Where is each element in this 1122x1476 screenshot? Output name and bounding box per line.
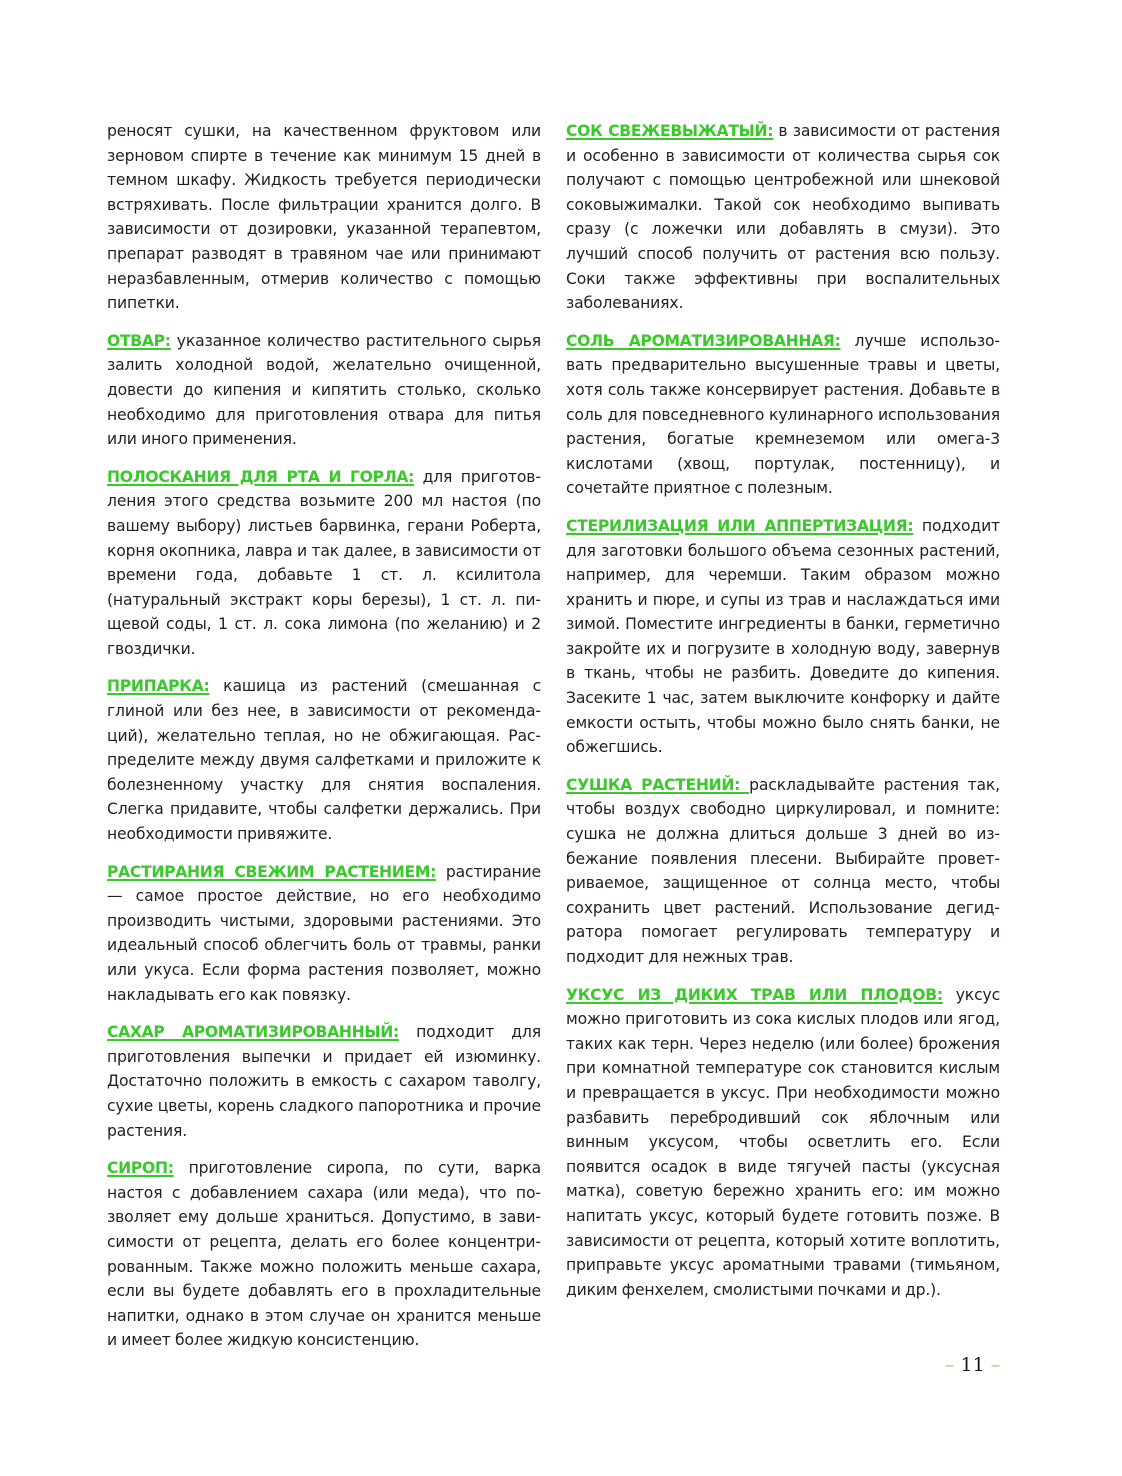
page-number-dash-right: –	[984, 1354, 1001, 1376]
left-column	[107, 119, 541, 1366]
entry-text: раскладывайте растения так, чтобы воздух свободно циркулировал, и помните: сушка не должна длиться дольше 3 дней во избежание появления плесени. Выбирайте проветриваемое, защищенное от солнца место, чтобы сохранить цвет растений. Использование дегидратора помогает регулировать температуру и подходит для нежных трав.	[566, 775, 1000, 966]
entry-text: подходит для заготовки большого объема сезонных растений, например, для черемши. Таким образом можно хранить и пюре, и супы из трав и наслаждаться ими зимой. Поместите ингредиенты в банки, герметично закройте их и погрузите в холодную воду, завернув в ткань, чтобы не разбить. Доведите до кипения. Засеките 1 час, затем выключите конфорку и дайте емкости остыть, чтобы можно было снять банки, не обжегшись.	[566, 516, 1000, 757]
entry-text: лучше использовать предварительно высушенные травы и цветы, хотя соль также консервирует растения. Добавьте в соль для повседневного кулинарного использования растения, богатые кремнеземом или омега-3 кислотами (хвощ, портулак, постенницу), и сочетайте приятное с полезным.	[566, 331, 1000, 498]
page-number	[945, 1354, 1000, 1376]
entry-term: СУШКА РАСТЕНИЙ:	[566, 775, 750, 794]
entry-term: УКСУС ИЗ ДИКИХ ТРАВ ИЛИ ПЛОДОВ:	[566, 985, 943, 1004]
entry-rastiraniya	[107, 860, 541, 1008]
entry-text: указанное количество растительного сырья залить холодной водой, желательно очищенной, довести до кипения и кипятить столько, сколько необходимо для приготовления отвара для питья или иного применения.	[107, 331, 541, 449]
entry-sirop	[107, 1156, 541, 1353]
entry-term: ОТВАР:	[107, 331, 171, 350]
entry-text: в зависимости от растения и особенно в зависимости от количества сырья сок получают с помощью центробежной или шнековой соковыжималки. Такой сок необходимо выпивать сразу (с ложечки или добавлять в смузи). Это лучший способ получить от растения всю пользу. Соки также эффективны при воспалительных заболеваниях.	[566, 122, 1000, 313]
entry-sterilizaciya	[566, 514, 1000, 760]
entry-term: СТЕРИЛИЗАЦИЯ ИЛИ АППЕРТИЗАЦИЯ:	[566, 516, 914, 535]
entry-text: подходит для приготовления выпечки и придает ей изюминку. Достаточно положить в емкость с сахаром таволгу, сухие цветы, корень сладкого папоротника и прочие растения.	[107, 1023, 541, 1140]
entry-otvar	[107, 329, 541, 452]
entry-text: реносят сушки, на качественном фруктовом или зерновом спирте в течение как минимум 15 дней в темном шкафу. Жидкость требуется периодически встряхивать. После фильтрации хранится долго. В зависимости от дозировки, указанной терапевтом, препарат разводят в травяном чае или принимают неразбавленным, отмерив количество с помощью пипетки.	[107, 122, 541, 313]
entry-term: ПОЛОСКАНИЯ ДЛЯ РТА И ГОРЛА:	[107, 467, 415, 486]
entry-text: растирание — самое простое действие, но его необходимо производить чистыми, здоровыми растениями. Это идеальный способ облегчить боль от травмы, ранки или укуса. Если форма растения позволяет, можно накладывать его как повязку.	[107, 862, 541, 1004]
entry-term: СОЛЬ АРОМАТИЗИРОВАННАЯ:	[566, 331, 841, 350]
page-number-value: 11	[960, 1354, 985, 1376]
entry-text: для приготовления этого средства возьмите 200 мл настоя (по вашему выбору) листьев барвинка, герани Роберта, корня окопника, лавра и так далее, в зависимости от времени года, добавьте 1 ст. л. ксилитола (натуральный экстракт коры березы), 1 ст. л. пищевой соды, 1 ст. л. сока лимона (по желанию) и 2 гвоздички.	[107, 467, 541, 658]
entry-term: СОК СВЕЖЕВЫЖАТЫЙ:	[566, 122, 774, 140]
entry-term: ПРИПАРКА:	[107, 677, 210, 696]
entry-sahar	[107, 1020, 541, 1143]
entry-uksus	[566, 983, 1000, 1303]
page-number-dash-left: –	[945, 1354, 961, 1376]
entry-poloskaniya	[107, 465, 541, 662]
entry-sushka	[566, 773, 1000, 970]
entry-text: кашица из растений (смешанная с глиной или без нее, в зависимости от рекомендаций), желательно теплая, но не обжигающая. Распределите между двумя салфетками и приложите к болезненному участку для снятия воспаления. Слегка придавите, чтобы салфетки держались. При необходимости привяжите.	[107, 677, 541, 844]
entry-priparka	[107, 674, 541, 846]
right-column	[566, 119, 1000, 1315]
entry-sok	[566, 119, 1000, 316]
entry-text: приготовление сиропа, по сути, варка настоя с добавлением сахара (или меда), что позволяет ему дольше храниться. Допустимо, в зависимости от рецепта, делать его более концентрированным. Также можно положить меньше сахара, если вы будете добавлять его в прохладительные напитки, однако в этом случае он хранится меньше и имеет более жидкую консистенцию.	[107, 1159, 541, 1350]
entry-term: РАСТИРАНИЯ СВЕЖИМ РАСТЕНИЕМ:	[107, 862, 437, 881]
entry-text: уксус можно приготовить из сока кислых плодов или ягод, таких как терн. Через неделю (или более) брожения при комнатной температуре сок становится кислым и превращается в уксус. При необходимости можно разбавить перебродивший сок яблочным или винным уксусом, чтобы осветлить его. Если появится осадок в виде тягучей пасты (уксусная матка), советую бережно хранить его: им можно напитать уксус, который будете готовить позже. В зависимости от рецепта, который хотите воплотить, приправьте уксус ароматными травами (тимьяном, диким фенхелем, смолистыми почками и др.).	[566, 985, 1000, 1299]
entry-continuation	[107, 119, 541, 316]
entry-term: СИРОП:	[107, 1159, 174, 1178]
entry-sol	[566, 329, 1000, 501]
entry-term: САХАР АРОМАТИЗИРОВАННЫЙ:	[107, 1023, 399, 1042]
